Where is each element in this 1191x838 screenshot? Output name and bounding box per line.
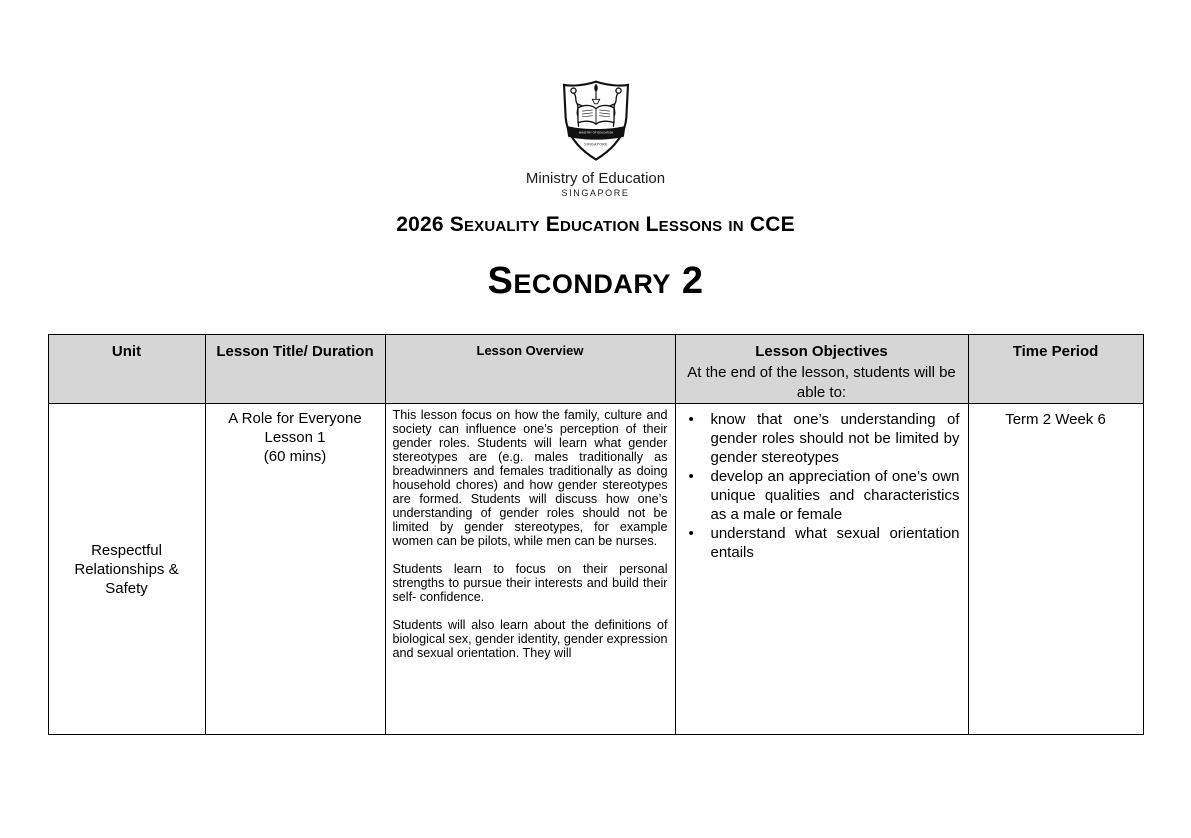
table-row	[48, 404, 1143, 735]
column-header-lesson-title-duration: Lesson Title/ Duration	[205, 335, 385, 404]
lesson-title-cell	[205, 404, 385, 735]
document-title: 2026 Sexuality Education Lessons in CCE	[396, 213, 795, 236]
unit-cell: Respectful Relationships & Safety	[48, 404, 205, 735]
objective-item: • understand what sexual orientation entails	[676, 524, 960, 562]
lesson-title: A Role for Everyone	[228, 410, 362, 427]
lesson-number: Lesson 1	[264, 429, 326, 446]
lesson-objectives-label: Lesson Objectives	[755, 343, 888, 360]
overview-paragraph: This lesson focus on how the family, culture and society can influence one’s perception of their gender roles. Students will learn what gender stereotypes are (e.g. males traditionally as breadwinners and females traditionally as doing household chores) and how gender stereotypes are formed. Students will discuss how one’s understanding of gender roles should not be limited by gender stereotypes, for example women can be pilots, while men can be nurses.	[392, 408, 668, 548]
document-header	[0, 0, 1191, 303]
crest-singapore-text: SINGAPORE	[583, 142, 608, 147]
table-header-row	[48, 335, 1143, 404]
lesson-objectives-cell	[675, 404, 968, 735]
moe-crest-logo	[555, 78, 637, 164]
crest-banner-text: MINISTRY OF EDUCATION	[578, 130, 613, 135]
column-header-lesson-objectives	[675, 335, 968, 404]
crest-book-icon	[577, 105, 613, 124]
time-period-cell: Term 2 Week 6	[968, 404, 1143, 735]
column-header-time-period: Time Period	[968, 335, 1143, 404]
lesson-duration: (60 mins)	[263, 448, 327, 465]
lesson-overview-cell	[385, 404, 675, 735]
column-header-lesson-overview: Lesson Overview	[385, 335, 675, 404]
org-subtitle: SINGAPORE	[561, 188, 630, 198]
objectives-list	[676, 410, 960, 562]
lesson-objectives-sublabel: At the end of the lesson, students will be able to:	[687, 364, 956, 401]
overview-paragraph: Students will also learn about the definitions of biological sex, gender identity, gender expression and sexual orientation. They will	[392, 618, 668, 660]
objective-item: • develop an appreciation of one’s own unique qualities and characteristics as a male or female	[676, 467, 960, 524]
page-title: Secondary 2	[487, 260, 704, 302]
overview-paragraph: Students learn to focus on their personal strengths to pursue their interests and build their self- confidence.	[392, 562, 668, 604]
column-header-unit: Unit	[48, 335, 205, 404]
org-name: Ministry of Education	[525, 170, 666, 187]
lessons-table	[48, 334, 1144, 735]
objective-item: • know that one’s understanding of gender roles should not be limited by gender stereotypes	[676, 410, 960, 467]
